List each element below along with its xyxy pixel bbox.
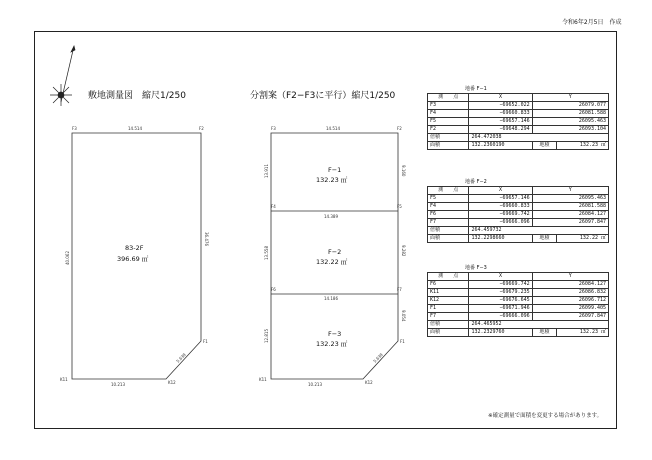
area-value: 132.2360190: [469, 142, 532, 150]
parcel-name: F−2: [328, 248, 342, 256]
point-label: K11: [60, 377, 68, 382]
double-area-label: 倍積: [428, 134, 469, 142]
table-cell: −69671.946: [469, 305, 532, 313]
edge-length-bottom: 10.213: [308, 382, 322, 387]
table-caption: 地番 F−2: [465, 179, 487, 185]
table-cell: F1: [428, 305, 469, 313]
table-caption: 地番 F−1: [465, 86, 487, 92]
table-header: 測 点: [428, 94, 469, 102]
edge-length-left-bottom: 12.815: [264, 329, 269, 343]
point-label: F3: [271, 126, 276, 131]
lot-name: 83-2F: [125, 244, 144, 252]
table-header: 測 点: [428, 273, 469, 281]
area-value: 132.2329760: [469, 329, 532, 337]
point-label: F3: [72, 126, 77, 131]
double-area-value: 264.465952: [469, 321, 609, 329]
table-cell: −69669.742: [469, 211, 532, 219]
edge-length-f4-f5: 14.389: [324, 214, 338, 219]
point-label: F6: [271, 287, 276, 292]
edge-length-right-bottom: 9.054: [401, 310, 406, 322]
table-header: X: [469, 187, 532, 195]
table-header: 測 点: [428, 187, 469, 195]
table-cell: −69676.645: [469, 297, 532, 305]
table-cell: 26084.127: [532, 281, 608, 289]
point-label: K12: [168, 380, 176, 385]
edge-length-f6-f7: 14.186: [324, 296, 338, 301]
edge-length-top: 14.514: [326, 126, 340, 131]
area-label: 面積: [428, 329, 469, 337]
coordinate-table: [427, 272, 609, 337]
table-cell: −69660.833: [469, 203, 532, 211]
table-cell: F2: [428, 126, 469, 134]
double-area-value: 264.459732: [469, 227, 609, 235]
table-cell: −69648.294: [469, 126, 532, 134]
coordinate-table: [427, 93, 609, 150]
edge-length-left-mid: 13.558: [264, 246, 269, 260]
table-header: X: [469, 273, 532, 281]
double-area-label: 倍積: [428, 227, 469, 235]
edge-length-left-top: 13.911: [264, 164, 269, 178]
footnote: ※確定測量で面積を変更する場合があります。: [488, 413, 603, 419]
area-label: 面積: [428, 142, 469, 150]
parcel-area: 132.22 ㎡: [316, 258, 348, 266]
point-label: F4: [271, 204, 276, 209]
table-cell: 26097.847: [532, 313, 608, 321]
table-cell: −69660.833: [469, 110, 532, 118]
table-cell: F7: [428, 219, 469, 227]
table-cell: −69666.096: [469, 219, 532, 227]
edge-length-right: 36.476: [204, 232, 209, 246]
table-cell: 26095.463: [532, 118, 608, 126]
coordinate-table: [427, 186, 609, 243]
table-cell: 26084.127: [532, 211, 608, 219]
creation-date: 令和6年2月5日 作成: [562, 19, 622, 26]
table-cell: F7: [428, 313, 469, 321]
table-cell: F4: [428, 203, 469, 211]
point-label: F1: [203, 339, 208, 344]
parcel-area: 132.23 ㎡: [316, 340, 348, 348]
edge-length-diagonal: 5.638: [372, 352, 384, 364]
table-header: Y: [532, 94, 608, 102]
area-value: 132.2298660: [469, 235, 532, 243]
table-cell: 26081.588: [532, 203, 608, 211]
table-cell: K12: [428, 297, 469, 305]
table-cell: −69669.742: [469, 281, 532, 289]
parcel-name: F−1: [328, 166, 342, 174]
table-header: Y: [532, 187, 608, 195]
point-label: F2: [397, 126, 402, 131]
table-cell: −69657.146: [469, 118, 532, 126]
table-cell: F5: [428, 195, 469, 203]
table-cell: 26079.077: [532, 102, 608, 110]
table-cell: F4: [428, 110, 469, 118]
double-area-label: 倍積: [428, 321, 469, 329]
table-cell: 26096.712: [532, 297, 608, 305]
edge-length-left: 40.062: [65, 251, 70, 265]
table-cell: −69679.235: [469, 289, 532, 297]
point-label: F2: [199, 126, 204, 131]
land-area-label: 地積: [532, 142, 557, 150]
land-area-label: 地積: [532, 235, 557, 243]
land-area-value: 132.23 ㎡: [557, 142, 609, 150]
table-cell: −69657.146: [469, 195, 532, 203]
land-area-value: 132.22 ㎡: [557, 235, 609, 243]
land-area-label: 地積: [532, 329, 557, 337]
table-cell: 26097.847: [532, 219, 608, 227]
edge-length-diagonal: 5.638: [175, 352, 187, 364]
table-cell: K11: [428, 289, 469, 297]
edge-length-right-mid: 9.282: [401, 245, 406, 257]
table-cell: F6: [428, 211, 469, 219]
table-cell: F6: [428, 281, 469, 289]
point-label: F7: [397, 287, 402, 292]
point-label: K11: [259, 377, 267, 382]
survey-map-title: 敷地測量図 縮尺1/250: [88, 91, 186, 101]
edge-length-top: 14.514: [128, 126, 142, 131]
split-plan-title: 分割案（F2−F3に平行）縮尺1/250: [250, 91, 396, 101]
table-header: X: [469, 94, 532, 102]
edge-length-right-top: 9.160: [401, 165, 406, 177]
point-label: F5: [397, 204, 402, 209]
table-cell: F5: [428, 118, 469, 126]
table-caption: 地番 F−3: [465, 265, 487, 271]
point-label: F1: [400, 339, 405, 344]
table-cell: −69666.096: [469, 313, 532, 321]
double-area-value: 264.472038: [469, 134, 609, 142]
lot-area: 396.69 ㎡: [117, 255, 149, 263]
table-cell: F3: [428, 102, 469, 110]
table-cell: 26081.588: [532, 110, 608, 118]
edge-length-bottom: 10.213: [111, 382, 125, 387]
parcel-name: F−3: [328, 330, 342, 338]
area-label: 面積: [428, 235, 469, 243]
point-label: K12: [365, 380, 373, 385]
table-header: Y: [532, 273, 608, 281]
table-cell: 26099.405: [532, 305, 608, 313]
table-cell: 26095.463: [532, 195, 608, 203]
table-cell: 26093.104: [532, 126, 608, 134]
parcel-area: 132.23 ㎡: [316, 176, 348, 184]
table-cell: −69652.022: [469, 102, 532, 110]
land-area-value: 132.23 ㎡: [557, 329, 609, 337]
table-cell: 26086.832: [532, 289, 608, 297]
